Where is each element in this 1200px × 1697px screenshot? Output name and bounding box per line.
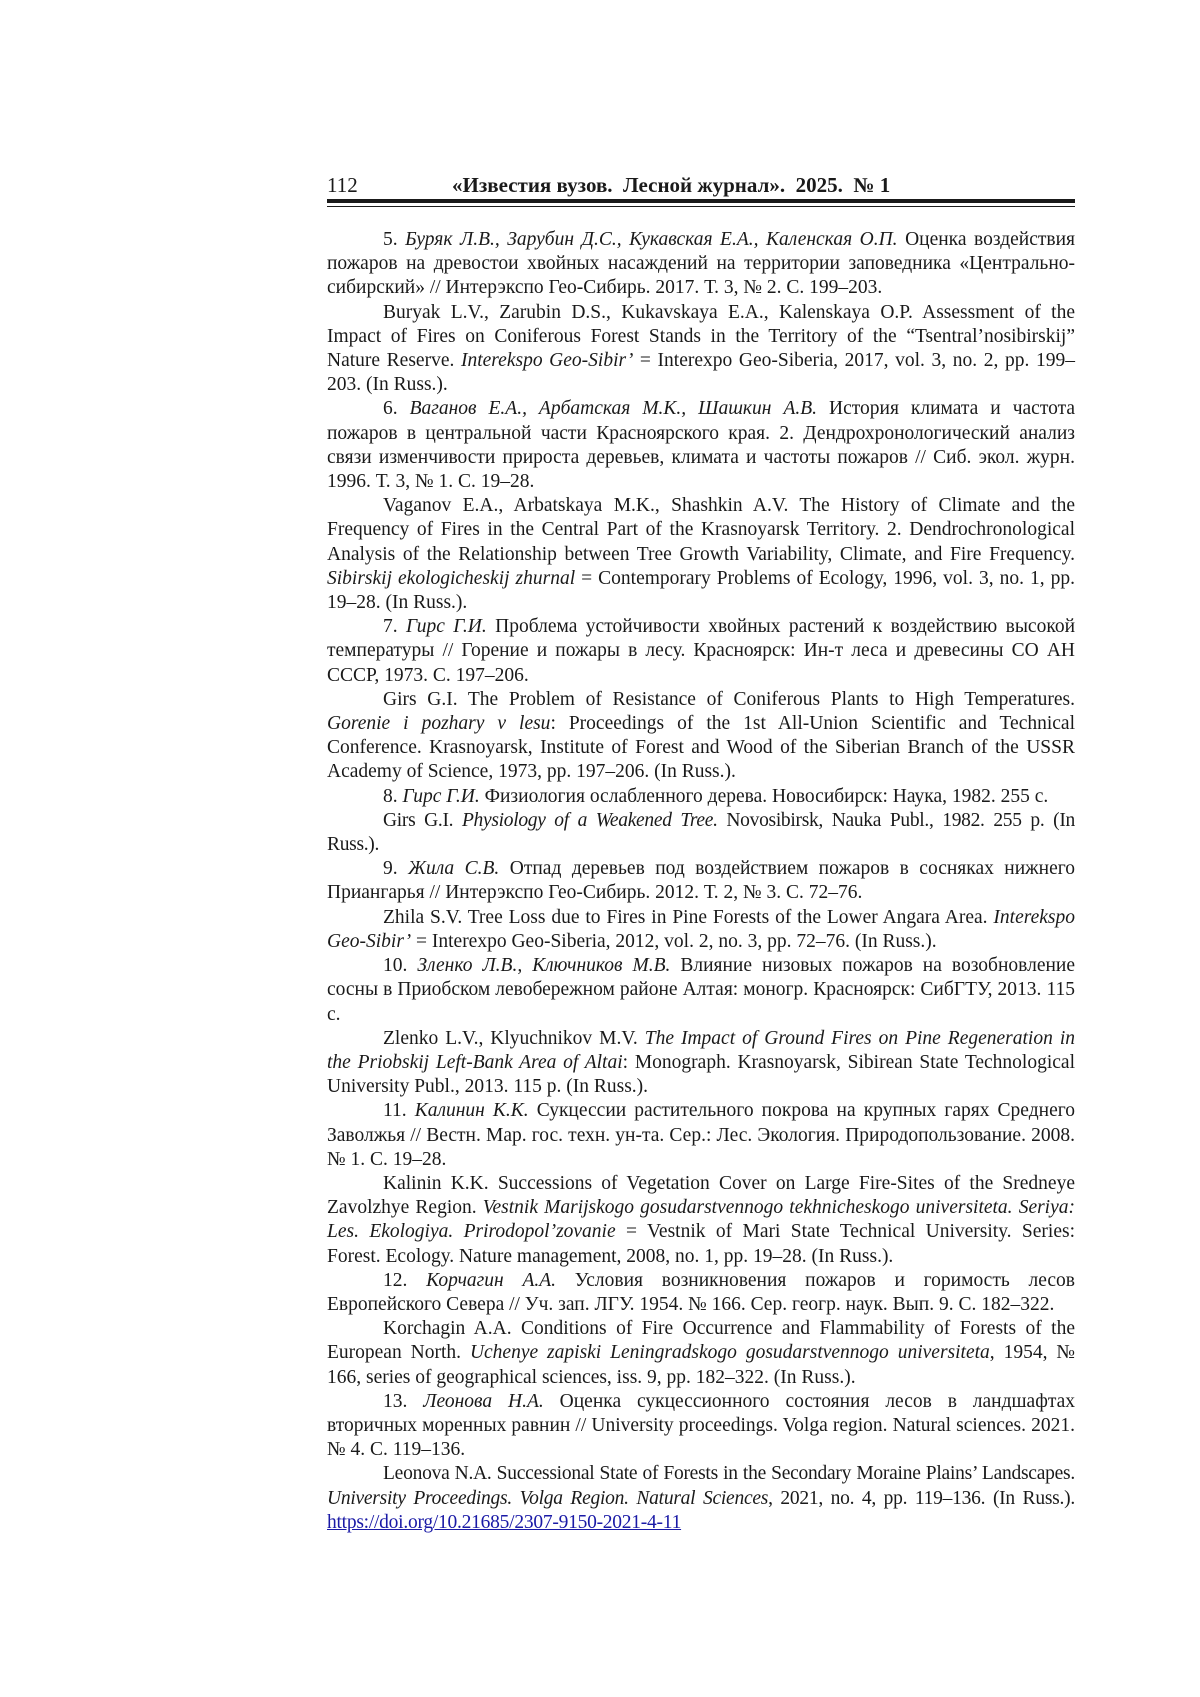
reference-ru: 12. Корчагин А.А. Условия возникновения пожаров и горимость лесов Европейского Севера // Уч. зап. ЛГУ. 1954. № 166. Сер. геогр. наук. Вып. 9. С. 182–322. <box>327 1269 1075 1317</box>
reference-en: Leonova N.A. Successional State of Forests in the Secondary Moraine Plains’ Landscapes. University Proceedings. Volga Region. Natural Sciences, 2021, no. 4, pp. 119–136. (In Russ.). https://doi.org/10.21685/2307-9150-2021-4-11 <box>327 1462 1075 1535</box>
reference-ru: 13. Леонова Н.А. Оценка сукцессионного состояния лесов в ландшафтах вторичных моренных равнин // University proceedings. Volga region. Natural sciences. 2021. № 4. С. 119–136. <box>327 1390 1075 1463</box>
reference-en: Buryak L.V., Zarubin D.S., Kukavskaya E.A., Kalenskaya O.P. Assessment of the Impact of Fires on Coniferous Forest Stands in the Territory of the “Tsentral’nosibirskij” Nature Reserve. Interekspo Geo-Sibir’ = Interexpo Geo-Siberia, 2017, vol. 3, no. 2, pp. 199–203. (In Russ.). <box>327 301 1075 398</box>
reference-list <box>327 228 1075 1535</box>
reference-en: Vaganov E.A., Arbatskaya M.K., Shashkin A.V. The History of Climate and the Frequency of Fires in the Central Part of the Krasnoyarsk Territory. 2. Dendrochronological Analysis of the Relationship between Tree Growth Variability, Climate, and Fire Frequency. Sibirskij ekologicheskij zhurnal = Contemporary Problems of Ecology, 1996, vol. 3, no. 1, pp. 19–28. (In Russ.). <box>327 494 1075 615</box>
reference-ru: 8. Гирс Г.И. Физиология ослабленного дерева. Новосибирск: Наука, 1982. 255 с. <box>327 785 1075 809</box>
reference-ru: 9. Жила С.В. Отпад деревьев под воздействием пожаров в сосняках нижнего Приангарья // Интерэкспо Гео-Сибирь. 2012. Т. 2, № 3. С. 72–76. <box>327 857 1075 905</box>
reference-ru: 5. Буряк Л.В., Зарубин Д.С., Кукавская Е.А., Каленская О.П. Оценка воздействия пожаров на древостои хвойных насаждений на территории заповедника «Центрально-сибирский» // Интерэкспо Гео-Сибирь. 2017. Т. 3, № 2. С. 199–203. <box>327 228 1075 301</box>
header-rule-thick <box>327 199 1075 203</box>
page <box>0 0 1200 1697</box>
reference-ru: 6. Ваганов Е.А., Арбатская М.К., Шашкин А.В. История климата и частота пожаров в центральной части Красноярского края. 2. Дендрохронологический анализ связи изменчивости прироста деревьев, климата и частоты пожаров // Сиб. экол. журн. 1996. Т. 3, № 1. С. 19–28. <box>327 397 1075 494</box>
reference-en: Girs G.I. Physiology of a Weakened Tree. Novosibirsk, Nauka Publ., 1982. 255 p. (In Russ.). <box>327 809 1075 857</box>
reference-en: Korchagin A.A. Conditions of Fire Occurrence and Flammability of Forests of the European North. Uchenye zapiski Leningradskogo gosudarstvennogo universiteta, 1954, № 166, series of geographical sciences, iss. 9, pp. 182–322. (In Russ.). <box>327 1317 1075 1390</box>
running-head <box>327 173 1075 199</box>
reference-en: Girs G.I. The Problem of Resistance of Coniferous Plants to High Temperatures. Gorenie i pozhary v lesu: Proceedings of the 1st All-Union Scientific and Technical Conference. Krasnoyarsk, Institute of Forest and Wood of the Siberian Branch of the USSR Academy of Science, 1973, pp. 197–206. (In Russ.). <box>327 688 1075 785</box>
journal-title: «Известия вузов. Лесной журнал». 2025. № 1 <box>452 173 890 198</box>
page-number: 112 <box>327 173 358 198</box>
reference-en: Kalinin K.K. Successions of Vegetation Cover on Large Fire-Sites of the Sredneye Zavolzhye Region. Vestnik Marijskogo gosudarstvennogo tekhnicheskogo universiteta. Seriya: Les. Ekologiya. Prirodopol’zovanie = Vestnik of Mari State Technical University. Series: Forest. Ecology. Nature management, 2008, no. 1, pp. 19–28. (In Russ.). <box>327 1172 1075 1269</box>
header-rule-thin <box>327 206 1075 207</box>
reference-en: Zlenko L.V., Klyuchnikov M.V. The Impact of Ground Fires on Pine Regeneration in the Priobskij Left-Bank Area of Altai: Monograph. Krasnoyarsk, Sibirean State Technological University Publ., 2013. 115 p. (In Russ.). <box>327 1027 1075 1100</box>
reference-ru: 7. Гирс Г.И. Проблема устойчивости хвойных растений к воздействию высокой температуры // Горение и пожары в лесу. Красноярск: Ин-т леса и древесины СО АН СССР, 1973. С. 197–206. <box>327 615 1075 688</box>
reference-en: Zhila S.V. Tree Loss due to Fires in Pine Forests of the Lower Angara Area. Interekspo Geo-Sibir’ = Interexpo Geo-Siberia, 2012, vol. 2, no. 3, pp. 72–76. (In Russ.). <box>327 906 1075 954</box>
doi-link[interactable]: https://doi.org/10.21685/2307-9150-2021-4-11 <box>327 1512 681 1533</box>
reference-ru: 10. Зленко Л.В., Ключников М.В. Влияние низовых пожаров на возобновление сосны в Приобском левобережном районе Алтая: моногр. Красноярск: СибГТУ, 2013. 115 с. <box>327 954 1075 1027</box>
reference-ru: 11. Калинин К.К. Сукцессии растительного покрова на крупных гарях Среднего Заволжья // Вестн. Мар. гос. техн. ун-та. Сер.: Лес. Экология. Природопользование. 2008. № 1. С. 19–28. <box>327 1099 1075 1172</box>
